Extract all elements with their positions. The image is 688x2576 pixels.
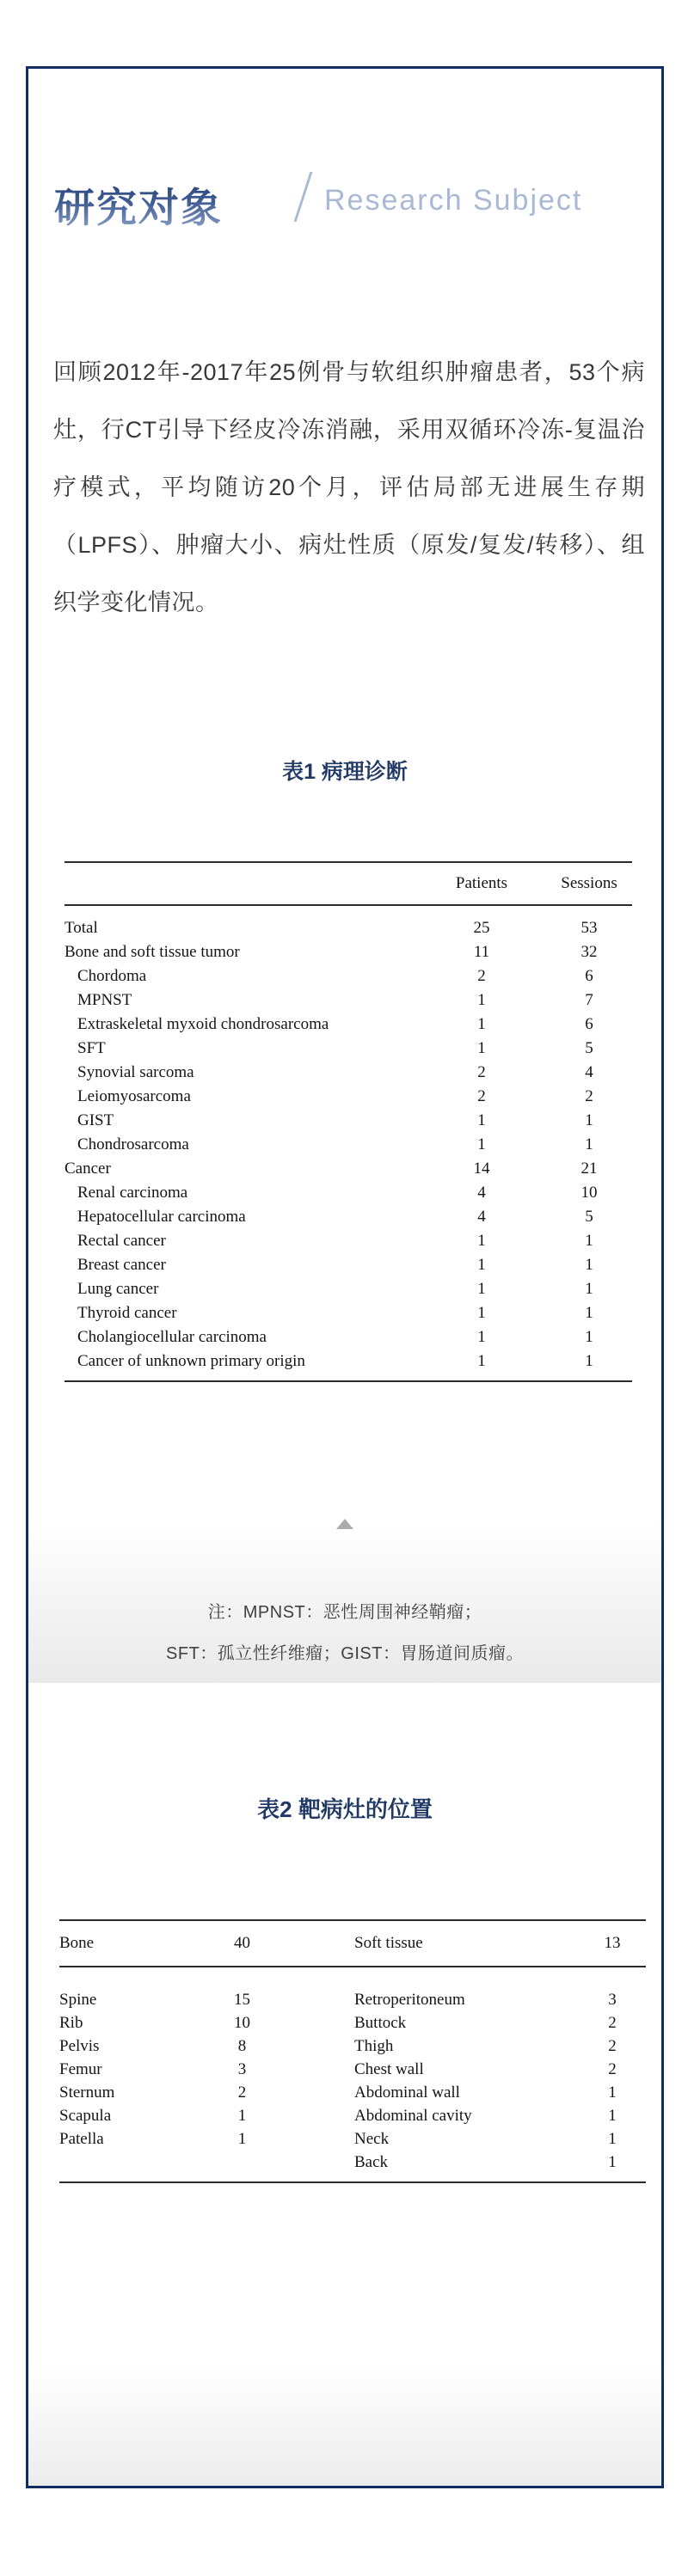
row-patients-value: 1 xyxy=(477,1135,486,1153)
table-row xyxy=(64,1325,632,1349)
row-label: Bone and soft tissue tumor xyxy=(64,943,240,961)
row-patients-value: 1 xyxy=(477,1256,486,1274)
row-soft-tissue-label: Buttock xyxy=(354,2013,407,2032)
row-label: Renal carcinoma xyxy=(77,1184,188,1202)
row-bone-label: Patella xyxy=(59,2129,104,2148)
row-patients-value: 4 xyxy=(477,1184,486,1202)
row-sessions-value: 2 xyxy=(585,1087,593,1105)
row-bone-label: Scapula xyxy=(59,2106,112,2125)
row-bone-value: 1 xyxy=(237,2129,247,2148)
table-row xyxy=(59,1988,646,2011)
row-sessions-value: 6 xyxy=(585,967,593,985)
row-label: Breast cancer xyxy=(77,1256,166,1274)
page-title-cn: 研究对象 xyxy=(54,176,223,234)
header-soft-tissue-label: Soft tissue xyxy=(354,1934,423,1952)
row-sessions-value: 1 xyxy=(585,1352,593,1370)
table-row xyxy=(64,964,632,988)
row-patients-value: 1 xyxy=(477,1039,486,1057)
row-patients-value: 1 xyxy=(477,1015,486,1033)
table2-title: 表2 靶病灶的位置 xyxy=(257,1796,433,1822)
table1-bottom-rule xyxy=(64,1380,632,1382)
table-row xyxy=(59,2081,646,2104)
row-bone-value: 2 xyxy=(237,2083,247,2102)
table-row xyxy=(59,2058,646,2081)
row-sessions-value: 21 xyxy=(580,1160,598,1178)
row-label: Synovial sarcoma xyxy=(77,1063,194,1081)
note-line-2: SFT：孤立性纤维瘤；GIST：胃肠道间质瘤。 xyxy=(166,1644,524,1663)
row-label: Hepatocellular carcinoma xyxy=(77,1208,246,1226)
row-label: GIST xyxy=(77,1111,114,1129)
table1-note xyxy=(28,1592,661,1674)
row-patients-value: 4 xyxy=(477,1208,486,1226)
row-soft-tissue-value: 2 xyxy=(608,2013,617,2032)
table-row xyxy=(64,1277,632,1301)
row-patients-value: 1 xyxy=(477,991,486,1009)
row-patients-value: 11 xyxy=(473,943,490,961)
table2-header-row xyxy=(59,1921,646,1966)
row-patients-value: 25 xyxy=(473,919,490,937)
table2-bottom-rule xyxy=(59,2181,646,2183)
table-row xyxy=(59,2127,646,2151)
row-sessions-value: 6 xyxy=(585,1015,593,1033)
header-bone-value: 40 xyxy=(234,1934,250,1952)
row-sessions-value: 1 xyxy=(585,1111,593,1129)
content-card xyxy=(26,66,664,2488)
table-row xyxy=(64,1085,632,1109)
table-row xyxy=(64,1349,632,1374)
up-triangle-icon xyxy=(336,1519,353,1529)
table-row xyxy=(64,940,632,964)
row-label: Thyroid cancer xyxy=(77,1304,177,1322)
row-label: SFT xyxy=(77,1039,106,1057)
column-header-sessions: Sessions xyxy=(561,874,617,892)
row-patients-value: 2 xyxy=(477,1063,486,1081)
row-bone-label: Pelvis xyxy=(59,2036,100,2055)
row-patients-value: 2 xyxy=(477,1087,486,1105)
table-row xyxy=(64,1133,632,1157)
table2-body xyxy=(59,1967,646,2181)
row-label: Cholangiocellular carcinoma xyxy=(77,1328,267,1346)
slash-divider-icon xyxy=(294,172,313,222)
row-patients-value: 1 xyxy=(477,1280,486,1298)
row-label: Chordoma xyxy=(77,967,147,985)
row-soft-tissue-value: 2 xyxy=(608,2059,617,2078)
row-sessions-value: 5 xyxy=(585,1208,593,1226)
table-row xyxy=(59,2151,646,2174)
row-label: Cancer xyxy=(64,1160,111,1178)
page-title-en: Research Subject xyxy=(324,184,583,217)
table1-header-row xyxy=(64,863,632,904)
row-sessions-value: 1 xyxy=(585,1280,593,1298)
table-row xyxy=(64,1229,632,1253)
row-soft-tissue-label: Abdominal cavity xyxy=(354,2106,472,2125)
row-sessions-value: 1 xyxy=(585,1135,593,1153)
table-row xyxy=(64,1061,632,1085)
row-soft-tissue-label: Back xyxy=(354,2152,389,2171)
table-row xyxy=(64,1013,632,1037)
row-sessions-value: 7 xyxy=(585,991,593,1009)
table-row xyxy=(64,1205,632,1229)
row-label: Lung cancer xyxy=(77,1280,159,1298)
row-bone-label: Rib xyxy=(59,2013,83,2032)
row-soft-tissue-value: 1 xyxy=(608,2083,617,2102)
table1-body xyxy=(64,906,632,1380)
row-soft-tissue-value: 1 xyxy=(608,2152,617,2171)
row-soft-tissue-label: Abdominal wall xyxy=(354,2083,460,2102)
row-patients-value: 1 xyxy=(477,1328,486,1346)
table-row xyxy=(64,1253,632,1277)
row-soft-tissue-value: 1 xyxy=(608,2106,617,2125)
row-soft-tissue-label: Chest wall xyxy=(354,2059,424,2078)
intro-paragraph: 回顾2012年-2017年25例骨与软组织肿瘤患者，53个病灶，行CT引导下经皮冷冻消融，采用双循环冷冻-复温治疗模式，平均随访20个月，评估局部无进展生存期（LPFS）、肿瘤大小、病灶性质（原发/复发/转移）、组织学变化情况。 xyxy=(53,359,645,615)
row-sessions-value: 10 xyxy=(580,1184,598,1202)
row-label: MPNST xyxy=(77,991,132,1009)
row-sessions-value: 32 xyxy=(580,943,598,961)
row-sessions-value: 1 xyxy=(585,1304,593,1322)
row-patients-value: 1 xyxy=(477,1352,486,1370)
row-sessions-value: 5 xyxy=(585,1039,593,1057)
row-patients-value: 1 xyxy=(477,1232,486,1250)
row-label: Extraskeletal myxoid chondrosarcoma xyxy=(77,1015,329,1033)
header-soft-tissue-value: 13 xyxy=(604,1934,621,1952)
table-row xyxy=(64,1301,632,1325)
row-label: Chondrosarcoma xyxy=(77,1135,189,1153)
row-label: Leiomyosarcoma xyxy=(77,1087,191,1105)
column-header-patients: Patients xyxy=(455,874,508,892)
table-row xyxy=(64,916,632,940)
row-soft-tissue-value: 2 xyxy=(608,2036,617,2055)
table-row xyxy=(64,1157,632,1181)
row-bone-value: 10 xyxy=(234,2013,250,2032)
row-soft-tissue-value: 1 xyxy=(608,2129,617,2148)
row-patients-value: 1 xyxy=(477,1111,486,1129)
row-bone-value: 15 xyxy=(234,1990,250,2009)
table2 xyxy=(59,1919,646,2183)
table1 xyxy=(64,861,632,1382)
row-soft-tissue-label: Thigh xyxy=(354,2036,394,2055)
row-bone-label: Femur xyxy=(59,2059,102,2078)
row-label: Total xyxy=(64,919,98,937)
row-bone-value: 3 xyxy=(237,2059,247,2078)
row-bone-label: Sternum xyxy=(59,2083,115,2102)
row-sessions-value: 1 xyxy=(585,1256,593,1274)
row-sessions-value: 4 xyxy=(585,1063,593,1081)
table-row xyxy=(64,988,632,1013)
table1-title: 表1 病理诊断 xyxy=(282,760,408,784)
row-bone-label: Spine xyxy=(59,1990,97,2009)
row-sessions-value: 1 xyxy=(585,1232,593,1250)
row-sessions-value: 1 xyxy=(585,1328,593,1346)
row-soft-tissue-label: Neck xyxy=(354,2129,390,2148)
section-research-subject xyxy=(28,69,661,1683)
note-line-1: 注：MPNST：恶性周围神经鞘瘤； xyxy=(207,1603,482,1622)
section-table2 xyxy=(28,1683,661,2486)
table-row xyxy=(59,2011,646,2034)
table-row xyxy=(59,2104,646,2127)
row-patients-value: 2 xyxy=(477,967,486,985)
header-bone-label: Bone xyxy=(59,1934,95,1952)
row-label: Cancer of unknown primary origin xyxy=(77,1352,305,1370)
table-row xyxy=(64,1181,632,1205)
table-row xyxy=(64,1037,632,1061)
table-row xyxy=(64,1109,632,1133)
row-soft-tissue-value: 3 xyxy=(608,1990,617,2009)
table-row xyxy=(59,2034,646,2058)
row-patients-value: 14 xyxy=(473,1160,490,1178)
row-sessions-value: 53 xyxy=(580,919,598,937)
row-patients-value: 1 xyxy=(477,1304,486,1322)
row-label: Rectal cancer xyxy=(77,1232,166,1250)
row-soft-tissue-label: Retroperitoneum xyxy=(354,1990,465,2009)
row-bone-value: 8 xyxy=(237,2036,247,2055)
row-bone-value: 1 xyxy=(237,2106,247,2125)
